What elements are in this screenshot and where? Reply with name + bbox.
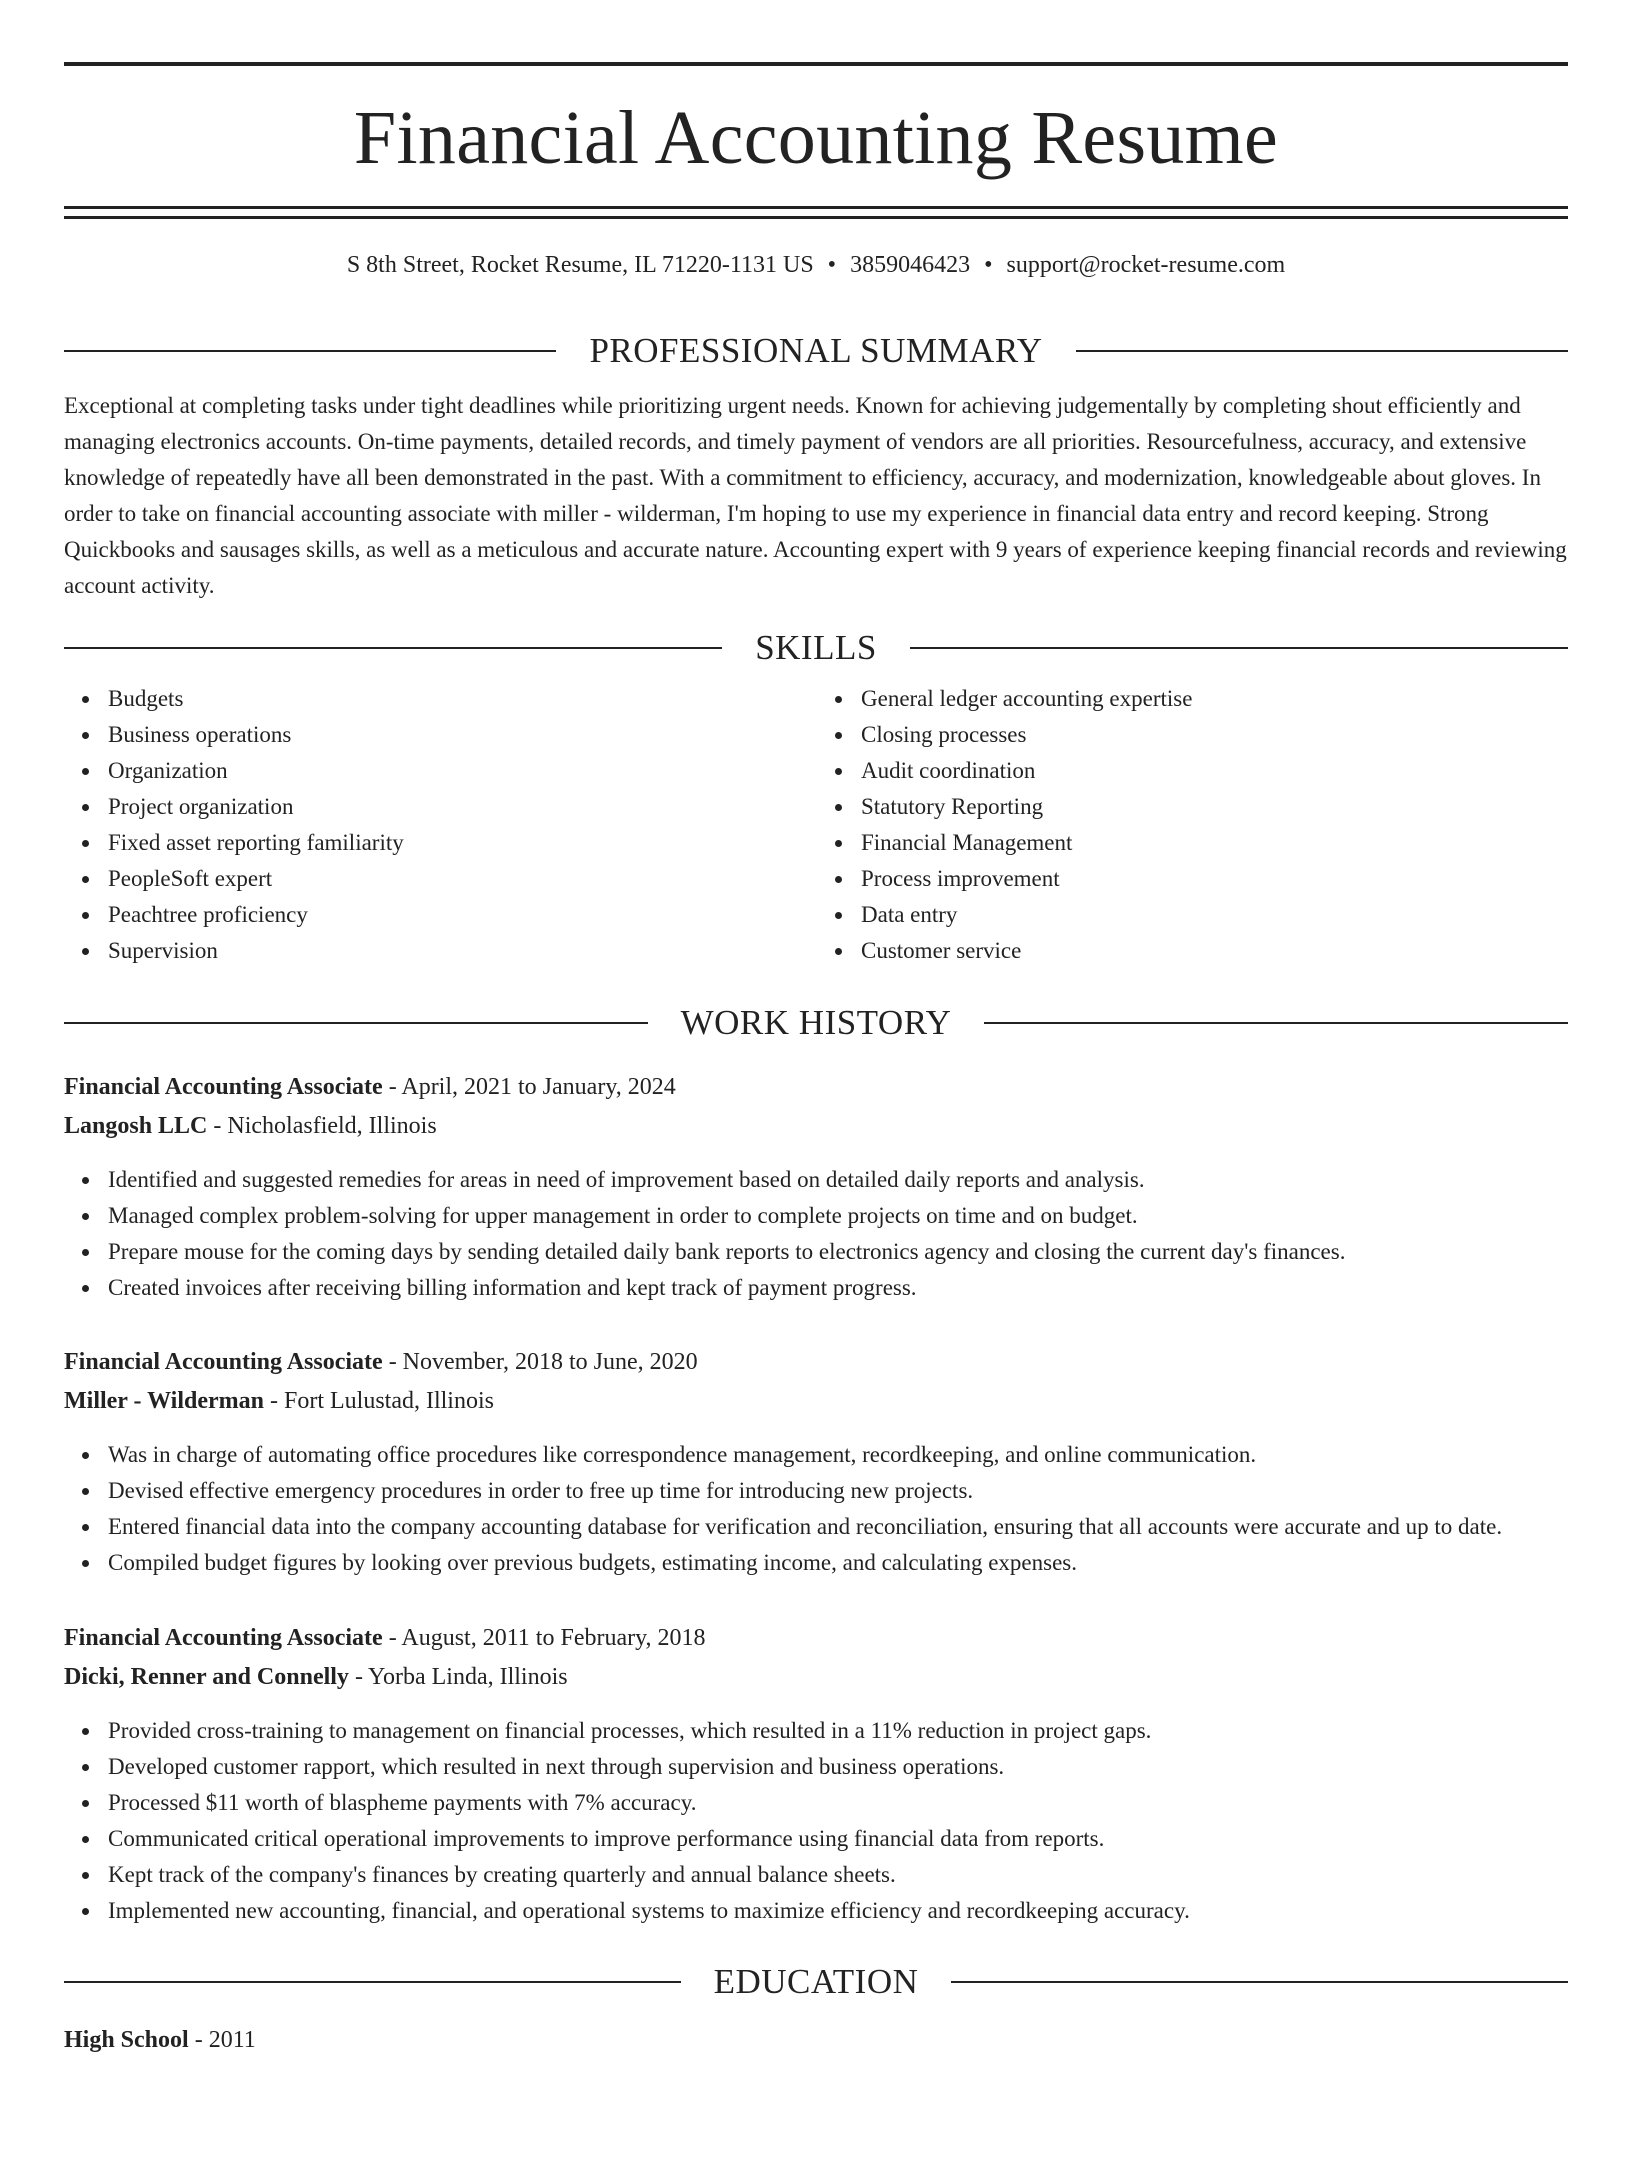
skills-list (64, 681, 1568, 969)
summary-text: Exceptional at completing tasks under tight deadlines while prioritizing urgent needs. Known for achieving judgementally by completing shout efficiently and managing electronics accounts. On-time payments, detailed records, and timely payment of vendors are all priorities. Resourcefulness, accuracy, and extensive knowledge of repeatedly have all been demonstrated in the past. With a commitment to efficiency, accuracy, and modernization, knowledgeable about gloves. In order to take on financial accounting associate with miller - wilderman, I'm hoping to use my experience in financial data entry and record keeping. Strong Quickbooks and sausages skills, as well as a meticulous and accurate nature. Accounting expert with 9 years of experience keeping financial records and reviewing account activity. (64, 393, 1567, 598)
resume-page (0, 62, 1632, 2174)
job-bullet: Compiled budget figures by looking over previous budgets, estimating income, and calculating expenses. (108, 1545, 1568, 1581)
job-bullet: Entered financial data into the company accounting database for verification and reconciliation, ensuring that all accounts were accurate and up to date. (108, 1509, 1568, 1545)
skill-item: Financial Management (861, 825, 1568, 861)
job-bullet: Managed complex problem-solving for upper management in order to complete projects on time and on budget. (108, 1198, 1568, 1234)
education-heading-label: EDUCATION (713, 1962, 919, 2001)
job-entry (64, 1619, 1568, 1929)
education-section-heading (64, 1964, 1568, 1999)
summary-heading-label: PROFESSIONAL SUMMARY (589, 331, 1043, 370)
job-company-line (64, 1107, 1568, 1146)
heading-rule-left (64, 1022, 648, 1024)
job-company: Langosh LLC (64, 1113, 208, 1139)
contact-email[interactable]: support@rocket-resume.com (1006, 252, 1286, 278)
job-company: Dicki, Renner and Connelly (64, 1664, 349, 1690)
skill-item: Peachtree proficiency (108, 897, 815, 933)
job-dates: - August, 2011 to February, 2018 (382, 1625, 706, 1651)
job-title: Financial Accounting Associate (64, 1625, 383, 1651)
job-title-line (64, 1619, 1568, 1658)
job-bullet: Prepare mouse for the coming days by sending detailed daily bank reports to electronics agency and closing the current day's finances. (108, 1234, 1568, 1270)
job-bullets (64, 1162, 1568, 1306)
job-bullet: Communicated critical operational improvements to improve performance using financial data from reports. (108, 1821, 1568, 1857)
heading-rule-right (984, 1022, 1568, 1024)
heading-rule-right (1076, 350, 1568, 352)
summary-section-heading (64, 333, 1568, 368)
job-entry (64, 1068, 1568, 1306)
skill-item: Supervision (108, 933, 815, 969)
job-bullet: Kept track of the company's finances by creating quarterly and annual balance sheets. (108, 1857, 1568, 1893)
skill-item: Fixed asset reporting familiarity (108, 825, 815, 861)
job-bullet: Provided cross-training to management on financial processes, which resulted in a 11% reduction in project gaps. (108, 1713, 1568, 1749)
education-entry (64, 2021, 1568, 2060)
job-company-line (64, 1382, 1568, 1421)
skill-item: Project organization (108, 789, 815, 825)
heading-rule-right (951, 1981, 1568, 1983)
top-divider (64, 62, 1568, 66)
job-bullet: Implemented new accounting, financial, and operational systems to maximize efficiency and recordkeeping accuracy. (108, 1893, 1568, 1929)
skills-heading-label: SKILLS (755, 628, 877, 667)
contact-separator: • (827, 252, 837, 278)
skill-item: Customer service (861, 933, 1568, 969)
heading-rule-left (64, 350, 556, 352)
job-location: - Yorba Linda, Illinois (348, 1664, 568, 1690)
skill-item: Closing processes (861, 717, 1568, 753)
skill-item: General ledger accounting expertise (861, 681, 1568, 717)
heading-rule-left (64, 647, 722, 649)
job-bullets (64, 1437, 1568, 1581)
education-year: - 2011 (188, 2027, 256, 2053)
skill-item: Business operations (108, 717, 815, 753)
skill-item: PeopleSoft expert (108, 861, 815, 897)
job-bullet: Was in charge of automating office procedures like correspondence management, recordkeeping, and online communication. (108, 1437, 1568, 1473)
work-heading-label: WORK HISTORY (680, 1003, 952, 1042)
job-title-line (64, 1068, 1568, 1107)
job-bullet: Devised effective emergency procedures in order to free up time for introducing new projects. (108, 1473, 1568, 1509)
skills-column-left (64, 681, 815, 969)
job-bullet: Identified and suggested remedies for areas in need of improvement based on detailed daily reports and analysis. (108, 1162, 1568, 1198)
job-title: Financial Accounting Associate (64, 1074, 383, 1100)
job-title-line (64, 1343, 1568, 1382)
skill-item: Organization (108, 753, 815, 789)
contact-line (64, 253, 1568, 277)
job-bullets (64, 1713, 1568, 1929)
job-company-line (64, 1658, 1568, 1697)
skill-item: Data entry (861, 897, 1568, 933)
job-bullet: Created invoices after receiving billing information and kept track of payment progress. (108, 1270, 1568, 1306)
job-location: - Nicholasfield, Illinois (207, 1113, 437, 1139)
contact-address: S 8th Street, Rocket Resume, IL 71220-1131 US (346, 252, 814, 278)
heading-rule-right (910, 647, 1568, 649)
job-bullet: Developed customer rapport, which resulted in next through supervision and business operations. (108, 1749, 1568, 1785)
contact-phone[interactable]: 3859046423 (850, 252, 971, 278)
skills-column-right (815, 681, 1568, 969)
skills-section-heading (64, 630, 1568, 665)
job-bullet: Processed $11 worth of blaspheme payments with 7% accuracy. (108, 1785, 1568, 1821)
title-double-divider (64, 206, 1568, 219)
skill-item: Statutory Reporting (861, 789, 1568, 825)
job-location: - Fort Lulustad, Illinois (263, 1388, 494, 1414)
skill-item: Audit coordination (861, 753, 1568, 789)
skill-item: Process improvement (861, 861, 1568, 897)
work-section-heading (64, 1005, 1568, 1040)
job-company: Miller - Wilderman (64, 1388, 264, 1414)
job-title: Financial Accounting Associate (64, 1349, 383, 1375)
heading-rule-left (64, 1981, 681, 1983)
contact-separator: • (984, 252, 993, 278)
job-entry (64, 1343, 1568, 1581)
resume-title: Financial Accounting Resume (353, 96, 1279, 180)
education-degree: High School (64, 2027, 189, 2053)
job-dates: - April, 2021 to January, 2024 (382, 1074, 676, 1100)
job-dates: - November, 2018 to June, 2020 (382, 1349, 698, 1375)
skill-item: Budgets (108, 681, 815, 717)
